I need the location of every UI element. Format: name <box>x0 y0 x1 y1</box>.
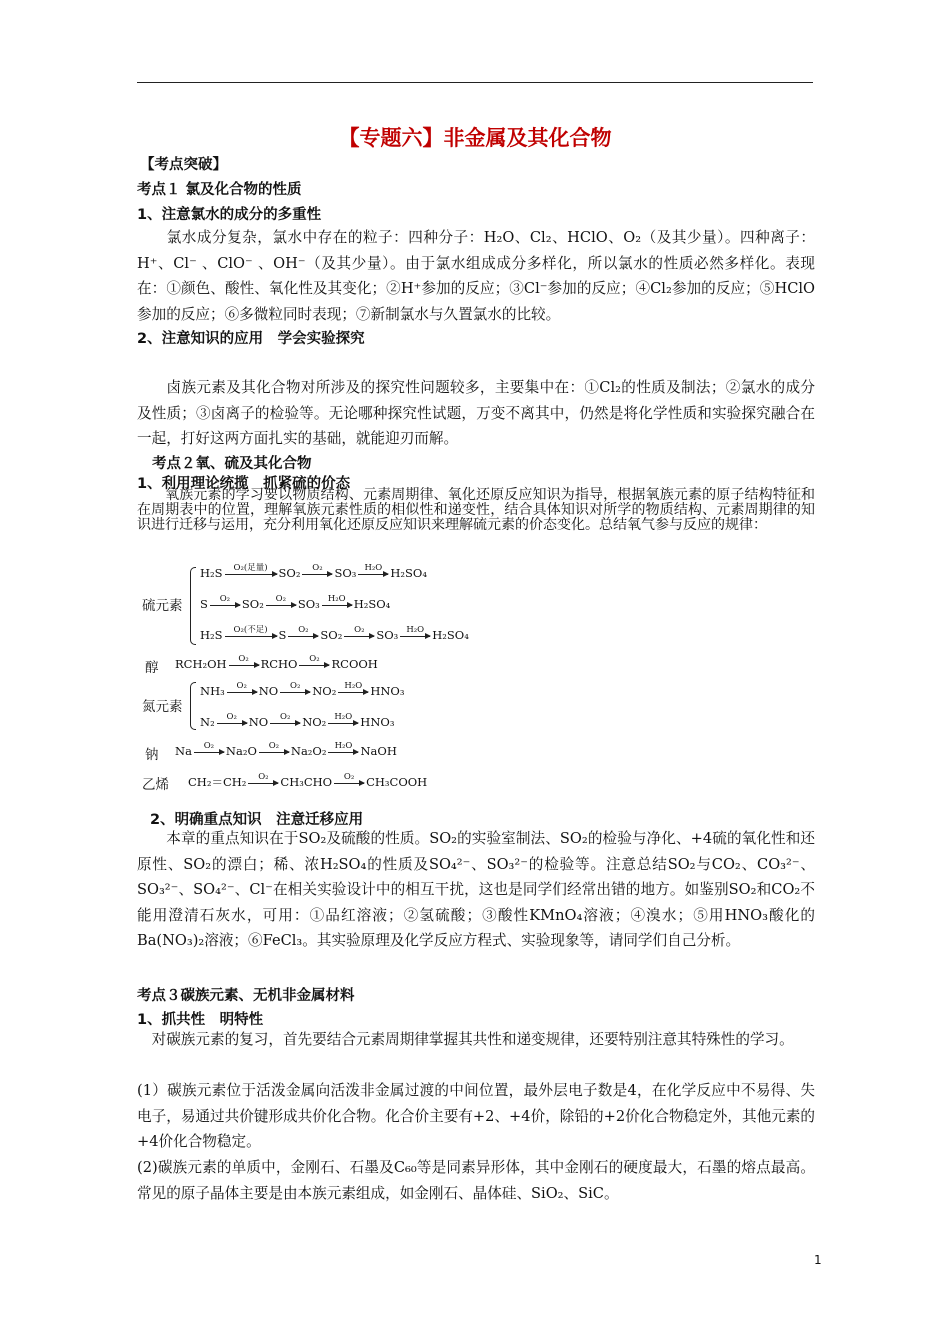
label-sulfur: 硫元素 <box>142 598 183 614</box>
k3-p1 <box>137 1027 815 1053</box>
ethylene-row: CH₂＝CH₂ O₂ CH₃CHO O₂ CH₃COOH <box>188 771 428 789</box>
k1-s2-heading: 2、注意知识的应用 学会实验探究 <box>137 331 365 347</box>
section-label: 【考点突破】 <box>140 157 227 173</box>
label-ethylene: 乙烯 <box>142 777 169 793</box>
sulfur-row-2: S O₂ SO₂ O₂ SO₃ H₂O H₂SO₄ <box>200 593 391 611</box>
k2-s1-paragraph <box>137 488 815 533</box>
k1-s1-heading: 1、注意氯水的成分的多重性 <box>137 207 322 223</box>
sulfur-row-1: H₂S O₂(足量) SO₂ O₂ SO₃ H₂O H₂SO₄ <box>200 562 427 580</box>
header-rule <box>137 82 813 83</box>
k3-p2: (1）碳族元素位于活泼金属向活泼非金属过渡的中间位置，最外层电子数是4，在化学反应中不易得、失电子，易通过共价键形成共价化合物。化合价主要有+2、+4价，除铅的+2价化合物稳定外，其他元素的+4价化合物稳定。 <box>137 1082 815 1150</box>
k3-s1-heading: 1、抓共性 明特性 <box>137 1012 264 1028</box>
alcohol-row: RCH₂OH O₂ RCHO O₂ RCOOH <box>175 653 378 671</box>
label-alcohol: 醇 <box>145 660 159 676</box>
page-title: 【专题六】非金属及其化合物 <box>338 126 612 150</box>
nitrogen-row-2: N₂ O₂ NO O₂ NO₂ H₂O HNO₃ <box>200 711 395 729</box>
oxygen-reaction-scheme <box>140 562 480 802</box>
k3-p3: (2)碳族元素的单质中，金刚石、石墨及C₆₀等是同素异形体，其中金刚石的硬度最大，石墨的熔点最高。常见的原子晶体主要是由本族元素组成，如金刚石、晶体硅、SiO₂、SiC。 <box>137 1159 815 1202</box>
nitrogen-row-1: NH₃ O₂ NO O₂ NO₂ H₂O HNO₃ <box>200 680 405 698</box>
label-nitrogen: 氮元素 <box>142 699 183 715</box>
k3-heading: 考点３碳族元素、无机非金属材料 <box>137 988 355 1004</box>
sulfur-row-3: H₂S O₂(不足) S O₂ SO₂ O₂ SO₃ H₂O H₂SO₄ <box>200 624 469 642</box>
k2-heading: 考点２氧、硫及其化合物 <box>152 456 312 472</box>
label-sodium: 钠 <box>145 747 159 763</box>
k2-s1-heading: 1、利用理论统揽 抓紧硫的价态 <box>137 476 351 492</box>
nitrogen-brace <box>190 682 196 730</box>
k1-s1-paragraph <box>137 225 815 327</box>
k2-s2-paragraph <box>137 826 815 954</box>
k2-s2-heading: 2、明确重点知识 注意迁移应用 <box>150 812 364 828</box>
sulfur-brace <box>190 567 196 645</box>
page-number: 1 <box>814 1253 822 1267</box>
k3-p1-text: 对碳族元素的复习，首先要结合元素周期律掌握其共性和递变规律，还要特别注意其特殊性的学习。 <box>151 1031 794 1048</box>
k2-s1-text: 氧族元素的学习要以物质结构、元素周期律、氧化还原反应知识为指导，根据氧族元素的原子结构特征和在周期表中的位置，理解氧族元素性质的相似性和递变性，结合具体知识对所学的物质结构、元素周期律的知识进行迁移与运用，充分利用氧化还原反应知识来理解硫元素的价态变化。总结氧气参与反应的规律： <box>137 487 815 533</box>
k1-heading: 考点１ 氯及化合物的性质 <box>137 182 302 198</box>
k2-s2-text: 本章的重点知识在于SO₂及硫酸的性质。SO₂的实验室制法、SO₂的检验与净化、+4硫的氧化性和还原性、SO₂的漂白；稀、浓H₂SO₄的性质及SO₄²⁻、SO₃²⁻的检验等。注意总结SO₂与CO₂、CO₃²⁻、SO₃²⁻、SO₄²⁻、Cl⁻在相关实验设计中的相互干扰，这也是同学们经常出错的地方。如鉴别SO₂和CO₂不能用澄清石灰水，可用：①品红溶液；②氢硫酸；③酸性KMnO₄溶液；④溴水；⑤用HNO₃酸化的Ba(NO₃)₂溶液；⑥FeCl₃。其实验原理及化学反应方程式、实验现象等，请同学们自己分析。 <box>137 830 815 949</box>
sodium-row: Na O₂ Na₂O O₂ Na₂O₂ H₂O NaOH <box>175 740 397 758</box>
k1-s2-paragraph <box>137 375 815 452</box>
k1-s2-text: 卤族元素及其化合物对所涉及的探究性问题较多，主要集中在：①Cl₂的性质及制法；②氯水的成分及性质；③卤离子的检验等。无论哪种探究性试题，万变不离其中，仍然是将化学性质和实验探究融合在一起，打好这两方面扎实的基础，就能迎刃而解。 <box>137 379 815 447</box>
k1-s1-text: 氯水成分复杂，氯水中存在的粒子：四种分子：H₂O、Cl₂、HClO、O₂（及其少量）。四种离子：H⁺、Cl⁻ 、ClO⁻ 、OH⁻（及其少量）。由于氯水组成成分多样化，所以氯水的性质必然多样化。表现在：①颜色、酸性、氧化性及其变化；②H⁺参加的反应；③Cl⁻参加的反应；④Cl₂参加的反应；⑤HClO参加的反应；⑥多微粒同时表现；⑦新制氯水与久置氯水的比较。 <box>137 229 815 323</box>
